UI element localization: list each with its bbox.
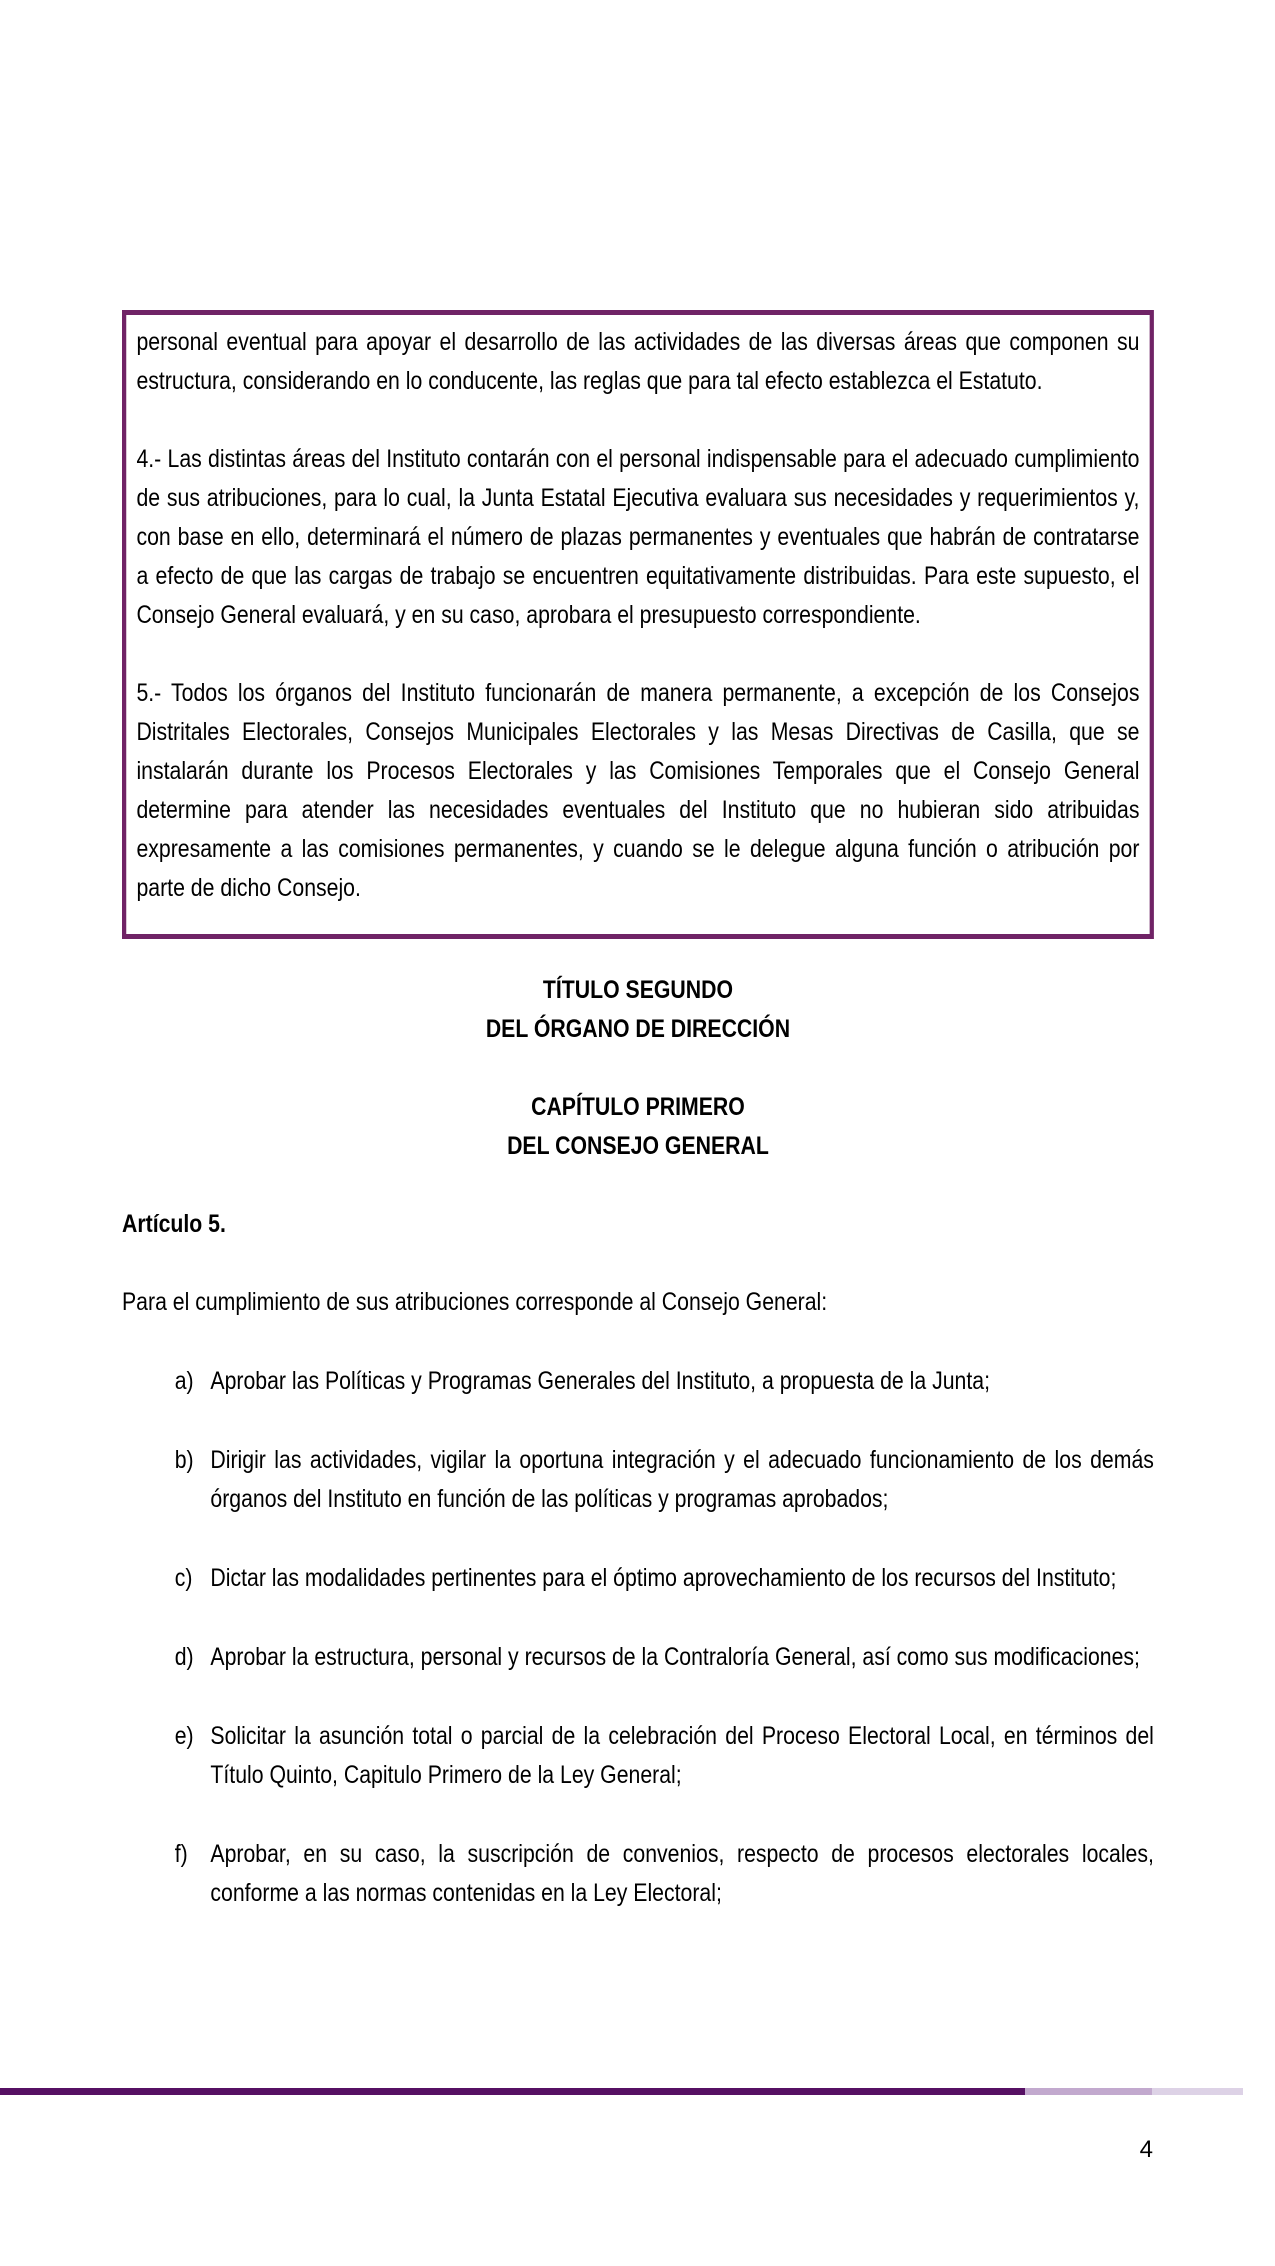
footer-divider-dark-segment xyxy=(0,2088,1025,2095)
list-item-label: b) xyxy=(174,1446,194,1474)
boxed-paragraph: personal eventual para apoyar el desarrollo de las actividades de las diversas áreas que componen su estructura, considerando en lo conducente, las reglas que para tal efecto establezca el Estatuto. xyxy=(136,328,1140,395)
list-item-label: c) xyxy=(174,1564,193,1592)
chapter-heading-line2: DEL CONSEJO GENERAL xyxy=(507,1132,769,1160)
section-headings xyxy=(122,971,1154,1166)
boxed-paragraph: 5.- Todos los órganos del Instituto funcionarán de manera permanente, a excepción de los Consejos Distritales Electorales, Consejos Municipales Electorales y las Mesas Directivas de Casilla, que se instalarán durante los Procesos Electorales y las Comisiones Temporales que el Consejo General determine para atender las necesidades eventuales del Instituto que no hubieran sido atribuidas expresamente a las comisiones permanentes, y cuando se le delegue alguna función o atribución por parte de dicho Consejo. xyxy=(136,679,1140,902)
list-item-text: Aprobar, en su caso, la suscripción de convenios, respecto de procesos electorales locales, conforme a las normas contenidas en la Ley Electoral; xyxy=(210,1840,1154,1907)
list-item-text: Aprobar las Políticas y Programas Generales del Instituto, a propuesta de la Junta; xyxy=(210,1367,990,1395)
footer-divider-light-segment xyxy=(1152,2088,1243,2095)
title-heading-line2: DEL ÓRGANO DE DIRECCIÓN xyxy=(485,1015,791,1043)
list-item-label: d) xyxy=(174,1643,194,1671)
list-item-label: a) xyxy=(174,1367,194,1395)
article-item-list xyxy=(122,1362,1154,1913)
boxed-text-section xyxy=(122,310,1154,939)
page-number: 4 xyxy=(1139,2136,1153,2163)
article-intro: Para el cumplimiento de sus atribuciones corresponde al Consejo General: xyxy=(122,1288,828,1316)
footer-divider xyxy=(0,2088,1275,2095)
chapter-heading-line1: CAPÍTULO PRIMERO xyxy=(531,1093,745,1121)
article-heading: Artículo 5. xyxy=(122,1210,226,1238)
list-item xyxy=(122,1717,1154,1795)
list-item-text: Dictar las modalidades pertinentes para el óptimo aprovechamiento de los recursos del Instituto; xyxy=(210,1564,1117,1592)
list-item-text: Solicitar la asunción total o parcial de la celebración del Proceso Electoral Local, en términos del Título Quinto, Capitulo Primero de la Ley General; xyxy=(210,1722,1154,1789)
list-item-text: Dirigir las actividades, vigilar la oportuna integración y el adecuado funcionamiento de los demás órganos del Instituto en función de las políticas y programas aprobados; xyxy=(210,1446,1154,1513)
title-heading-line1: TÍTULO SEGUNDO xyxy=(542,976,733,1004)
list-item xyxy=(122,1835,1154,1913)
list-item xyxy=(122,1441,1154,1519)
list-item xyxy=(122,1559,1154,1598)
boxed-paragraph: 4.- Las distintas áreas del Instituto contarán con el personal indispensable para el adecuado cumplimiento de sus atribuciones, para lo cual, la Junta Estatal Ejecutiva evaluara sus necesidades y requerimientos y, con base en ello, determinará el número de plazas permanentes y eventuales que habrán de contratarse a efecto de que las cargas de trabajo se encuentren equitativamente distribuidas. Para este supuesto, el Consejo General evaluará, y en su caso, aprobara el presupuesto correspondiente. xyxy=(136,445,1140,629)
footer-divider-mid-segment xyxy=(1025,2088,1152,2095)
page-content xyxy=(122,310,1154,1913)
list-item-text: Aprobar la estructura, personal y recursos de la Contraloría General, así como sus modificaciones; xyxy=(210,1643,1140,1671)
list-item xyxy=(122,1362,1154,1401)
list-item-label: f) xyxy=(174,1840,188,1868)
list-item xyxy=(122,1638,1154,1677)
list-item-label: e) xyxy=(174,1722,194,1750)
